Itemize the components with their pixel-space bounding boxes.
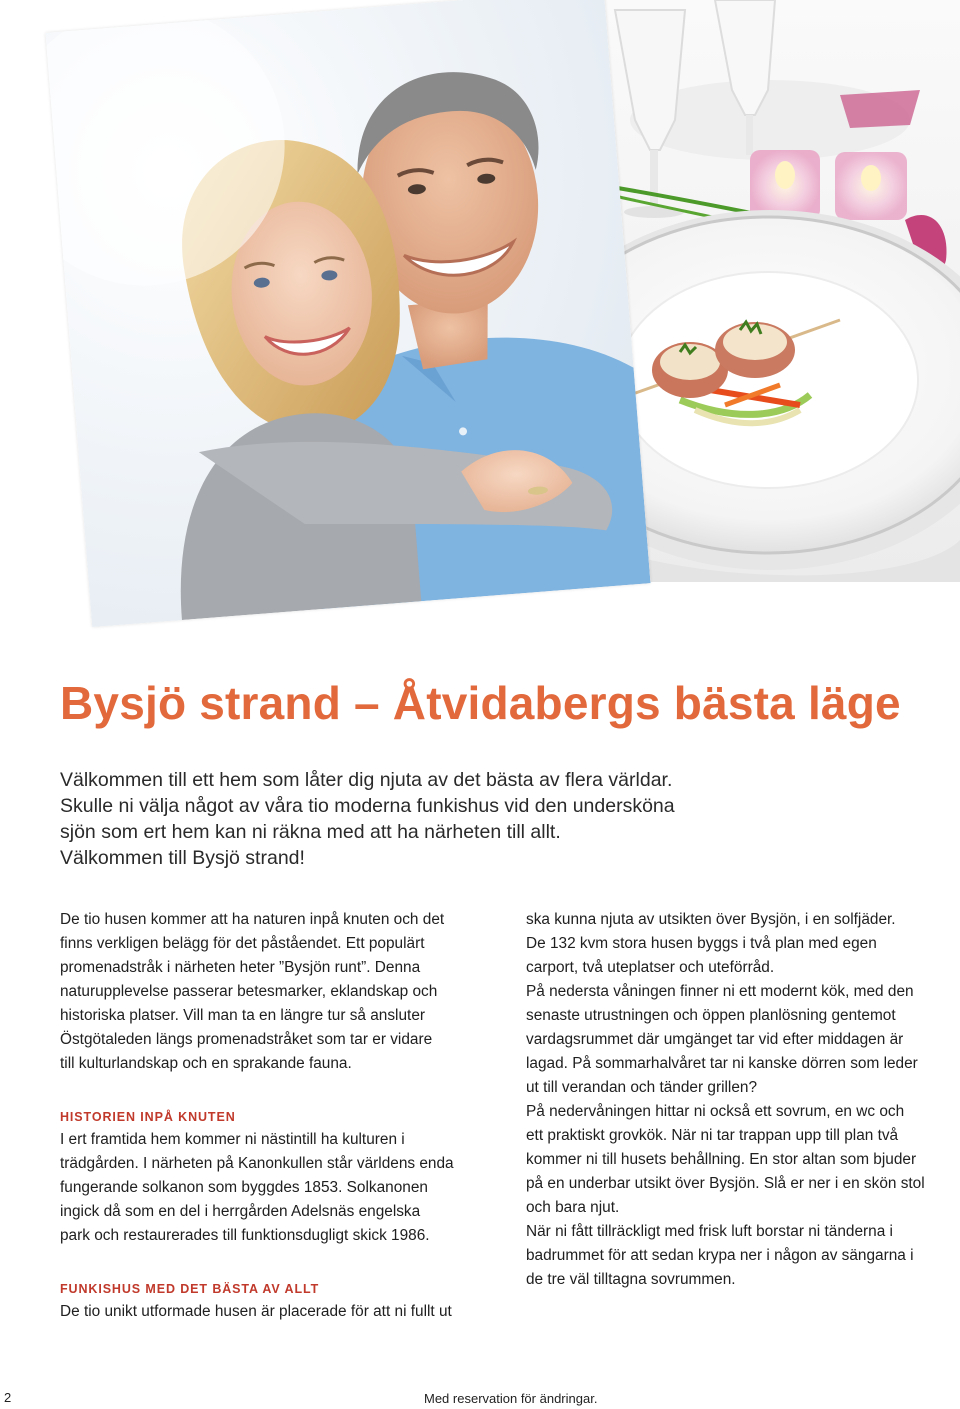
- text-line: till kulturlandskap och en sprakande fauna.: [60, 1055, 352, 1072]
- houses-subheading: FUNKISHUS MED DET BÄSTA AV ALLT: [60, 1282, 320, 1296]
- history-subheading: HISTORIEN INPÅ KNUTEN: [60, 1110, 236, 1124]
- text-line: När ni fått tillräckligt med frisk luft borstar ni tänderna i: [526, 1223, 893, 1240]
- text-line: lagad. På sommarhalvåret tar ni kanske dörren som leder: [526, 1055, 918, 1072]
- houses-paragraph-start: [60, 1300, 500, 1324]
- text-line: På nedervåningen hittar ni också ett sovrum, en wc och: [526, 1103, 905, 1120]
- history-paragraph: [60, 1128, 500, 1248]
- text-line: ut till verandan och tänder grillen?: [526, 1079, 758, 1096]
- text-line: carport, två uteplatser och uteförråd.: [526, 959, 775, 976]
- text-line: kommer ni till husets behållning. En stor altan som bjuder: [526, 1151, 917, 1168]
- page-headline: Bysjö strand – Åtvidabergs bästa läge: [60, 677, 901, 729]
- page-number: 2: [4, 1390, 12, 1405]
- intro-paragraph: [60, 767, 760, 871]
- text-line: naturupplevelse passerar betesmarker, eklandskap och: [60, 983, 438, 1000]
- text-line: de tre väl tilltagna sovrummen.: [526, 1271, 736, 1288]
- text-line: park och restaurerades till funktionsdugligt skick 1986.: [60, 1227, 430, 1244]
- text-line: I ert framtida hem kommer ni nästintill ha kulturen i: [60, 1131, 405, 1148]
- text-line: och bara njut.: [526, 1199, 620, 1216]
- text-line: historiska platser. Vill man ta en längre tur så ansluter: [60, 1007, 426, 1024]
- text-line: ett praktiskt grovkök. När ni tar trappan upp till plan två: [526, 1127, 899, 1144]
- footer-disclaimer: Med reservation för ändringar.: [424, 1391, 598, 1406]
- text-line: badrummet för att sedan krypa ner i någon av sängarna i: [526, 1247, 914, 1264]
- text-line: fungerande solkanon som byggdes 1853. Solkanonen: [60, 1179, 428, 1196]
- text-line: På nedersta våningen finner ni ett modernt kök, med den: [526, 983, 914, 1000]
- text-line: ingick då som en del i herrgården Adelsnäs engelska: [60, 1203, 421, 1220]
- nature-paragraph: [60, 908, 500, 1076]
- text-line: finns verkligen belägg för det påståendet. Ett populärt: [60, 935, 425, 952]
- left-column: [60, 908, 500, 1324]
- couple-photo: [45, 0, 650, 627]
- intro-line: Välkommen till ett hem som låter dig njuta av det bästa av flera världar.: [60, 769, 673, 791]
- intro-line: Välkommen till Bysjö strand!: [60, 847, 305, 869]
- text-line: på en underbar utsikt över Bysjön. Slå er ner i en skön stol: [526, 1175, 925, 1192]
- intro-line: sjön som ert hem kan ni räkna med att ha närheten till allt.: [60, 821, 561, 843]
- right-column: [526, 908, 960, 1292]
- text-line: vardagsrummet där umgänget tar vid efter middagen är: [526, 1031, 904, 1048]
- text-line: De 132 kvm stora husen byggs i två plan med egen: [526, 935, 877, 952]
- intro-line: Skulle ni välja något av våra tio moderna funkishus vid den undersköna: [60, 795, 675, 817]
- text-line: Östgötaleden längs promenadstråket som tar er vidare: [60, 1031, 433, 1048]
- couple-photo-illustration: [45, 0, 650, 627]
- text-line: promenadstråk i närheten heter ”Bysjön runt”. Denna: [60, 959, 421, 976]
- text-line: De tio husen kommer att ha naturen inpå knuten och det: [60, 911, 445, 928]
- text-line: ska kunna njuta av utsikten över Bysjön, i en solfjäder.: [526, 911, 896, 928]
- text-line: trädgården. I närheten på Kanonkullen står världens enda: [60, 1155, 454, 1172]
- text-line: De tio unikt utformade husen är placerade för att ni fullt ut: [60, 1303, 452, 1320]
- text-line: senaste utrustningen och öppen planlösning gentemot: [526, 1007, 896, 1024]
